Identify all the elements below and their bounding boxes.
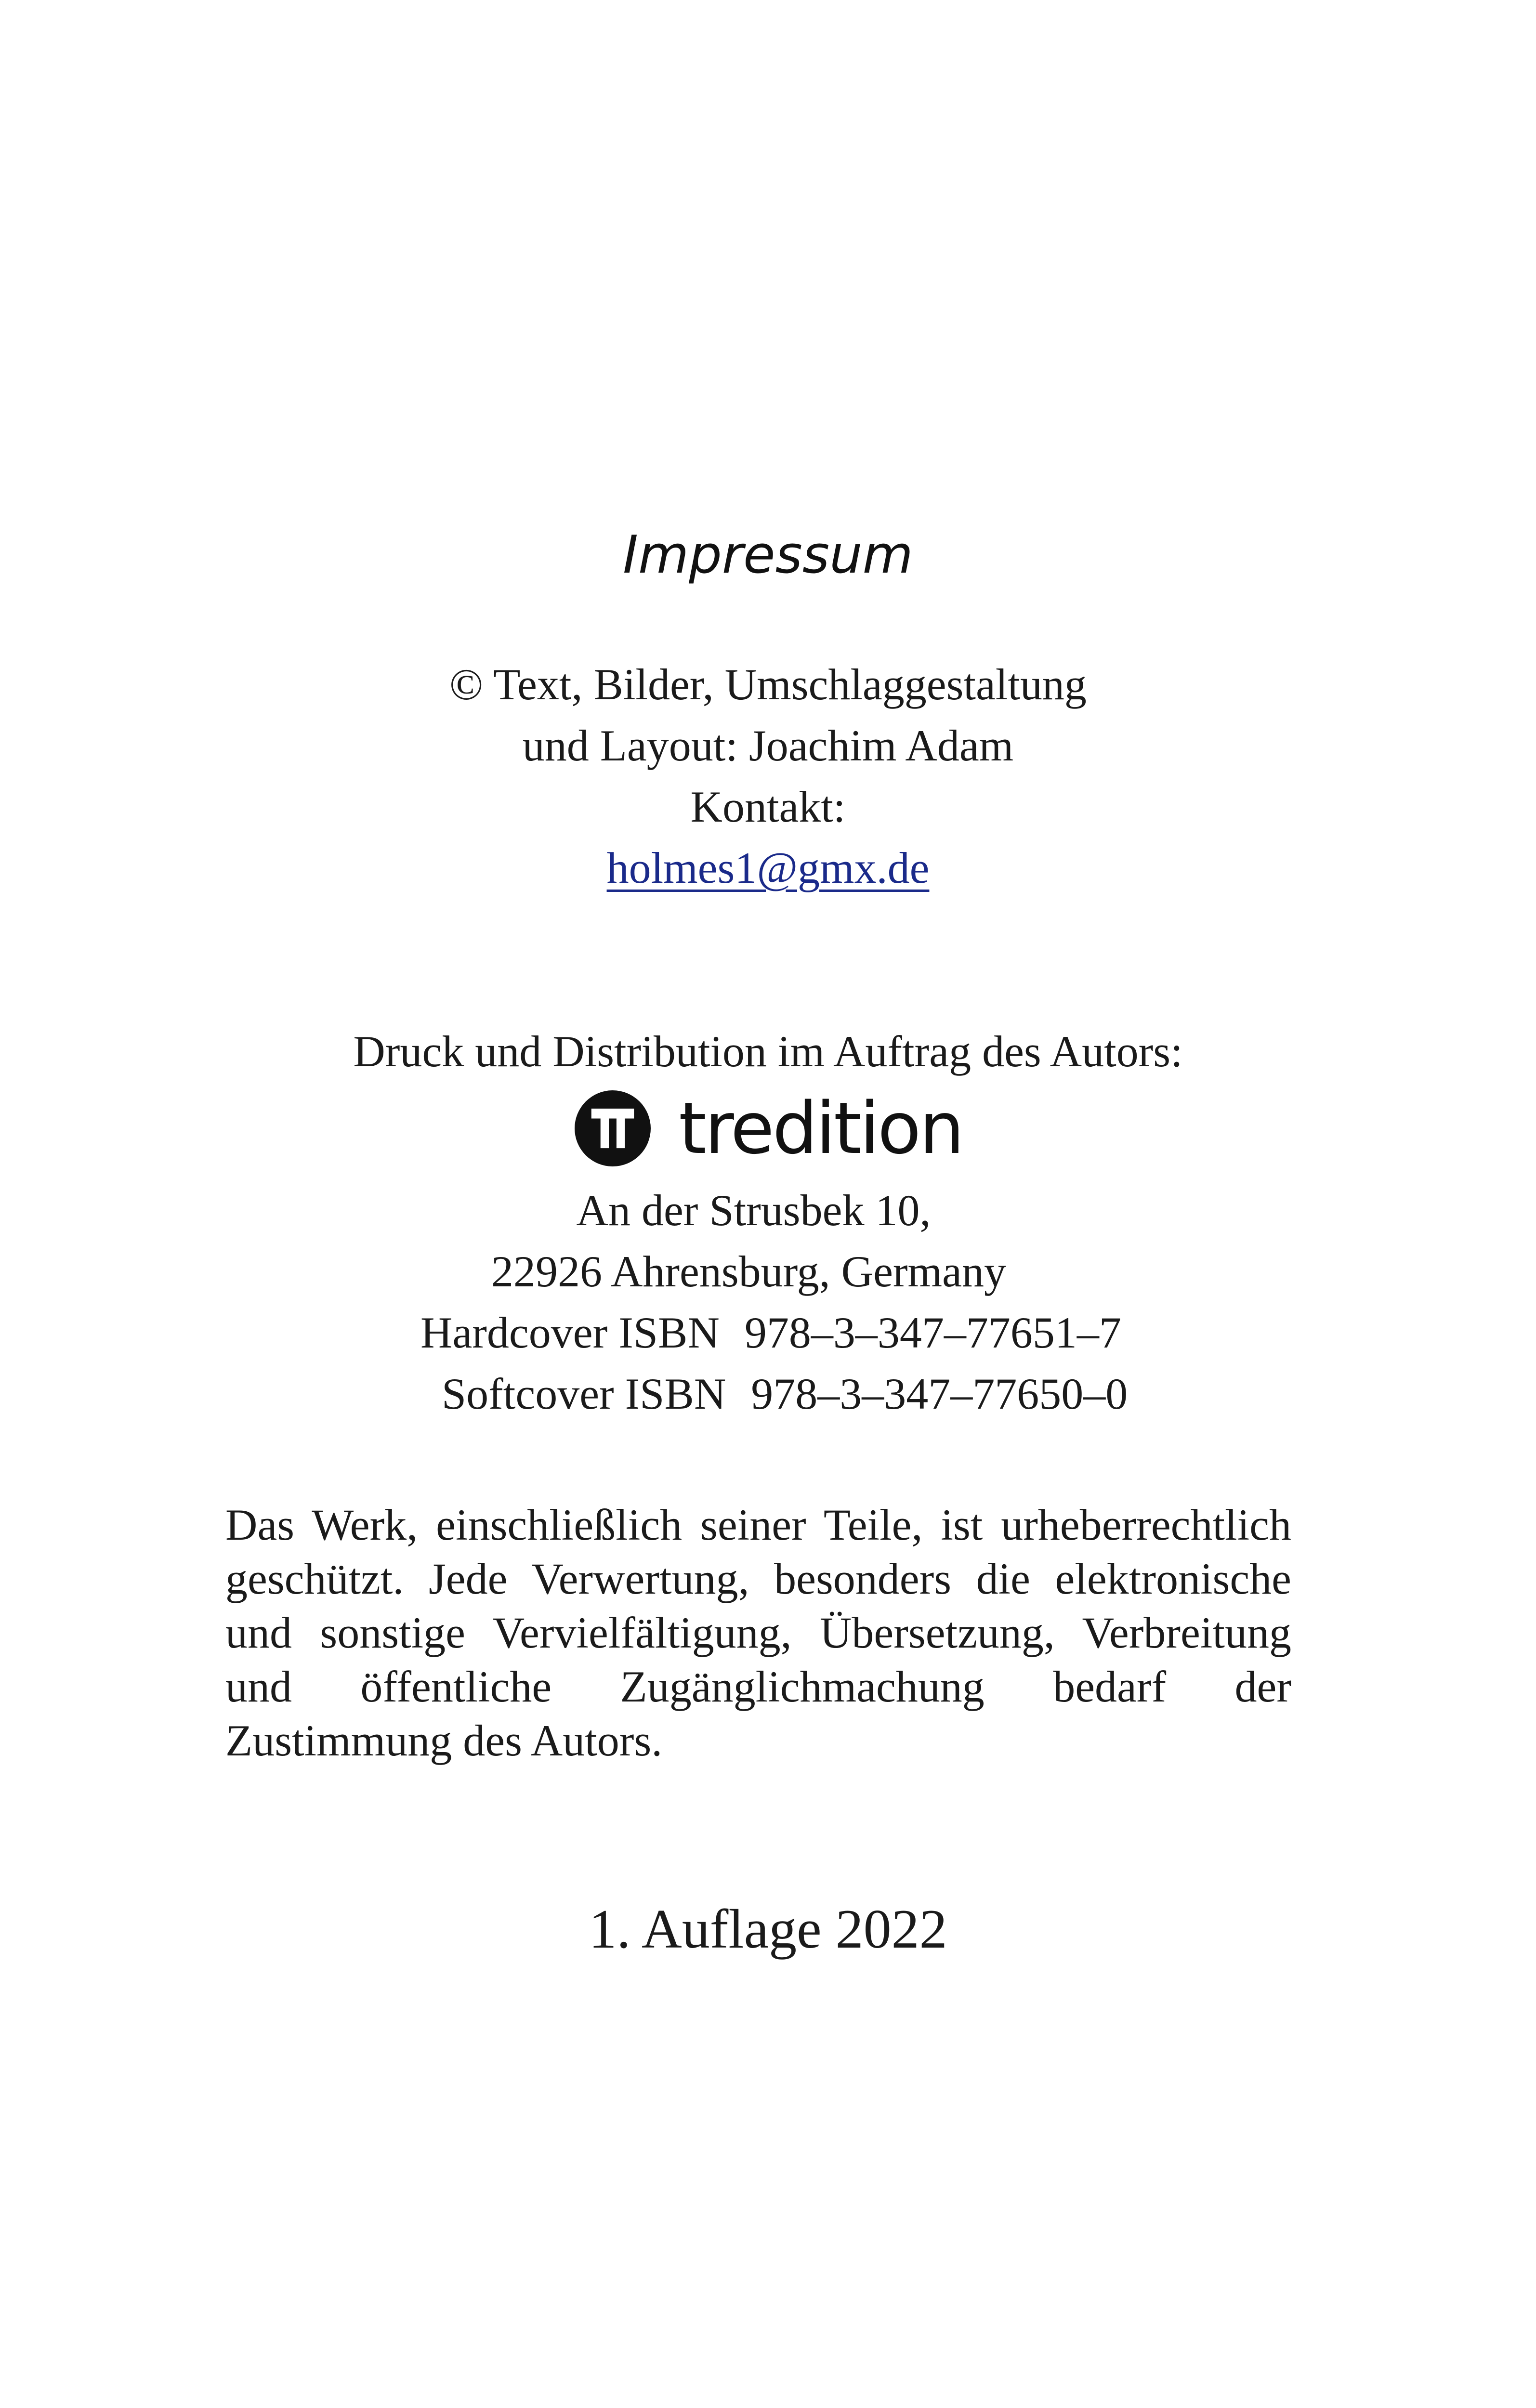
address-line-1: An der Strusbek 10,	[576, 1186, 931, 1235]
page-title: Impressum	[623, 525, 913, 585]
copyright-line-1: © Text, Bilder, Umschlaggestaltung	[449, 660, 1087, 709]
isbn-label: Hardcover ISBN	[420, 1308, 720, 1357]
contact-label: Kontakt:	[690, 782, 846, 831]
rights-notice: Das Werk, einschließlich seiner Teile, ist urheberrechtlich geschützt. Jede Verwertung, besonders die elektronische und sonstige Vervielfältigung, Übersetzung, Verbreitung und öffentliche Zugänglichmachung bedarf der Zustimmung des Autors.	[225, 1500, 1291, 1765]
isbn-number: 978–3–347–77651–7	[744, 1308, 1121, 1357]
isbn-hardcover	[420, 1310, 1121, 1355]
tredition-logo-icon	[575, 1090, 651, 1166]
isbn-number: 978–3–347–77650–0	[751, 1369, 1128, 1418]
publisher-logo-text: tredition	[679, 1087, 963, 1170]
publisher-logo	[575, 1087, 962, 1169]
address-line-2: 22926 Ahrensburg, Germany	[491, 1247, 1006, 1296]
contact-email-line	[0, 843, 1536, 892]
isbn-softcover	[442, 1369, 1128, 1418]
copyright-line-2: und Layout: Joachim Adam	[522, 721, 1014, 770]
contact-email-link[interactable]: holmes1@gmx.de	[606, 843, 930, 892]
isbn-label: Softcover ISBN	[442, 1369, 726, 1418]
publisher-intro: Druck und Distribution im Auftrag des Autors:	[353, 1027, 1183, 1076]
edition-line: 1. Auflage 2022	[589, 1898, 947, 1960]
